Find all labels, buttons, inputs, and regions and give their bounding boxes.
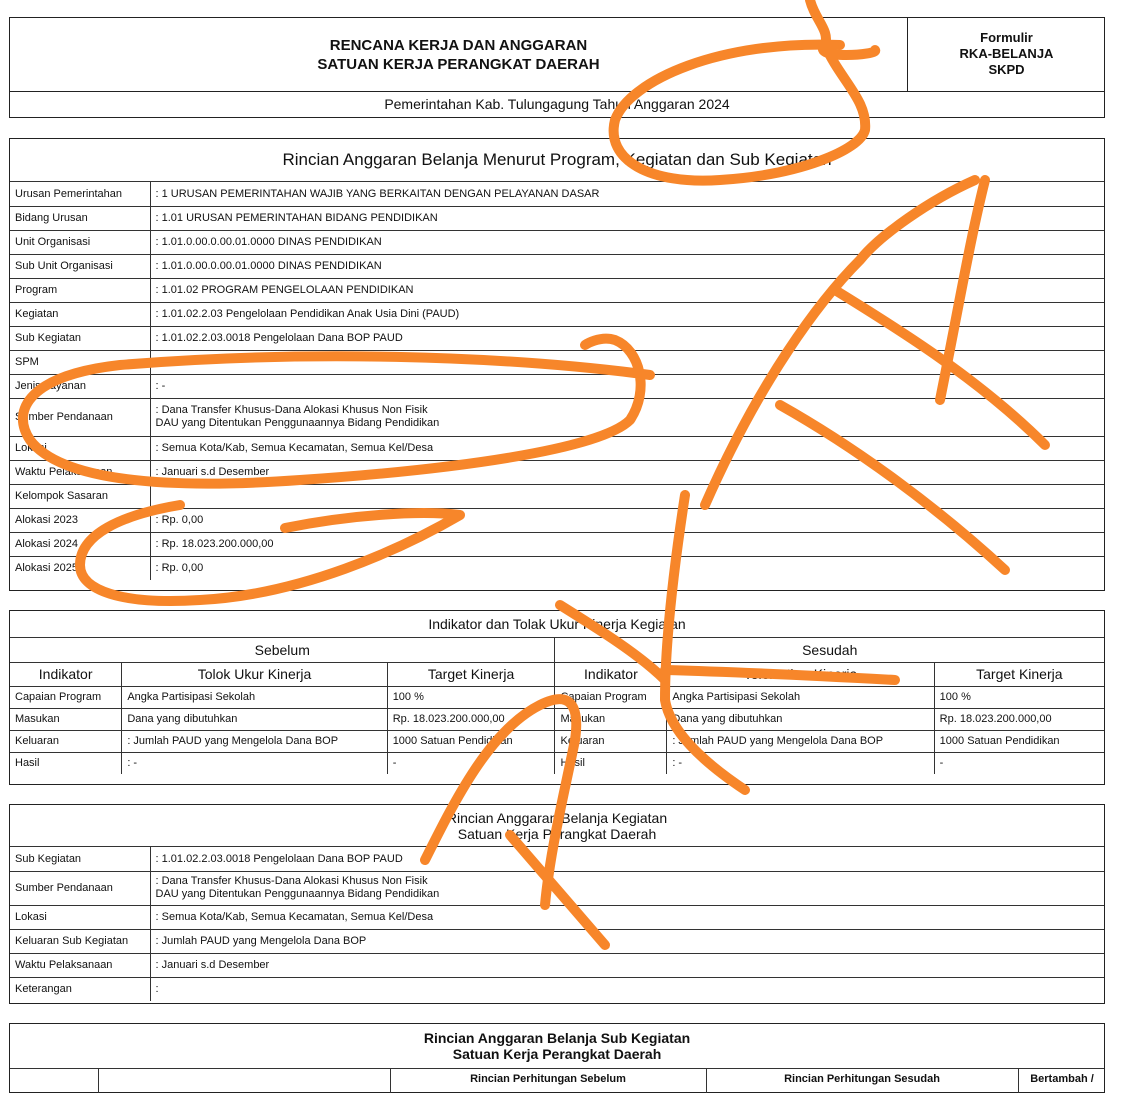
- program-info-value: [150, 350, 1104, 374]
- program-info-value-text: : 1.01.02 PROGRAM PENGELOLAAN PENDIDIKAN: [155, 284, 414, 296]
- program-info-value-text: : 1.01.0.00.0.00.01.0000 DINAS PENDIDIKAN: [155, 260, 382, 272]
- program-info-value: [150, 436, 1104, 460]
- program-info-value-text: : Rp. 18.023.200.000,00: [155, 538, 274, 550]
- program-info-value: [150, 326, 1104, 350]
- program-info-value-text: : Rp. 0,00: [155, 514, 204, 526]
- section-kegiatan: [9, 804, 1105, 1004]
- kegiatan-title-line1: Rincian Anggaran Belanja Kegiatan: [446, 810, 668, 826]
- col-after-header: Rincian Perhitungan Sesudah: [784, 1073, 940, 1085]
- program-info-value-text: : Semua Kota/Kab, Semua Kecamatan, Semua Kel/Desa: [155, 442, 434, 454]
- indikator-cell: : -: [667, 752, 934, 774]
- kegiatan-info-label: Keluaran Sub Kegiatan: [10, 929, 150, 953]
- program-info-row: [10, 206, 1104, 230]
- indikator-cell: Capaian Program: [10, 686, 122, 708]
- kegiatan-title-line2: Satuan Kerja Perangkat Daerah: [457, 826, 657, 842]
- program-info-row: [10, 182, 1104, 206]
- kegiatan-info-value-text: : Dana Transfer Khusus-Dana Alokasi Khusus Non Fisik: [155, 875, 428, 887]
- program-info-label: Bidang Urusan: [10, 206, 150, 230]
- indikator-cell: Masukan: [555, 708, 667, 730]
- kegiatan-info-row: [10, 953, 1104, 977]
- program-info-value-text: : 1.01.02.2.03.0018 Pengelolaan Dana BOP PAUD: [155, 332, 403, 344]
- indikator-row: [10, 686, 1104, 708]
- program-info-row: [10, 460, 1104, 484]
- program-info-row: [10, 508, 1104, 532]
- program-info-value-text: : 1.01.0.00.0.00.01.0000 DINAS PENDIDIKAN: [155, 236, 382, 248]
- indikator-cell: 1000 Satuan Pendidikan: [934, 730, 1104, 752]
- indikator-cell: : -: [122, 752, 387, 774]
- subkegiatan-title-line2: Satuan Kerja Perangkat Daerah: [452, 1046, 662, 1062]
- indikator-cell: Dana yang dibutuhkan: [122, 708, 387, 730]
- program-info-row: [10, 326, 1104, 350]
- indikator-col-header: Tolok Ukur Kinerja: [667, 662, 934, 686]
- program-info-value: [150, 206, 1104, 230]
- header-title-line1: RENCANA KERJA DAN ANGGARAN: [329, 37, 588, 54]
- indikator-cell: : Jumlah PAUD yang Mengelola Dana BOP: [667, 730, 934, 752]
- indikator-col-header: Target Kinerja: [934, 662, 1104, 686]
- kegiatan-info-value: [150, 847, 1104, 871]
- program-info-row: [10, 532, 1104, 556]
- program-info-value: [150, 254, 1104, 278]
- kegiatan-info-value-text: : Semua Kota/Kab, Semua Kecamatan, Semua Kel/Desa: [155, 911, 434, 923]
- indikator-col-header: Target Kinerja: [387, 662, 555, 686]
- section-program-title: Rincian Anggaran Belanja Menurut Program, Kegiatan dan Sub Kegiatan: [10, 139, 1104, 182]
- kegiatan-info-table: [10, 847, 1104, 1001]
- program-info-value: [150, 460, 1104, 484]
- indikator-cell: Hasil: [555, 752, 667, 774]
- section-subkegiatan: [9, 1023, 1105, 1093]
- indikator-cell: Rp. 18.023.200.000,00: [934, 708, 1104, 730]
- kegiatan-info-value-text-2: DAU yang Ditentukan Penggunaannya Bidang Pendidikan: [155, 888, 440, 900]
- program-info-table: [10, 182, 1104, 580]
- kegiatan-title: [10, 805, 1104, 847]
- indikator-cell: Keluaran: [10, 730, 122, 752]
- col-before-header: Rincian Perhitungan Sebelum: [470, 1073, 626, 1085]
- program-info-label: Program: [10, 278, 150, 302]
- kegiatan-info-value-text: : Januari s.d Desember: [155, 959, 270, 971]
- kegiatan-info-value: [150, 953, 1104, 977]
- before-header: Sebelum: [10, 638, 555, 662]
- kegiatan-info-value: [150, 929, 1104, 953]
- indikator-cell: 100 %: [387, 686, 555, 708]
- section-program: [9, 138, 1105, 591]
- program-info-row: [10, 350, 1104, 374]
- program-info-value-text: : Rp. 0,00: [155, 562, 204, 575]
- program-info-value: [150, 398, 1104, 436]
- program-info-label: Sumber Pendanaan: [10, 398, 150, 436]
- kegiatan-info-label: Keterangan: [10, 977, 150, 1001]
- kegiatan-info-row: [10, 905, 1104, 929]
- kegiatan-info-label: Sub Kegiatan: [10, 847, 150, 871]
- indikator-cell: 100 %: [934, 686, 1104, 708]
- section-indikator: [9, 610, 1105, 785]
- indikator-col-header: Indikator: [10, 662, 122, 686]
- subtitle: Pemerintahan Kab. Tulungagung Tahun Anggaran 2024: [384, 96, 730, 112]
- kegiatan-info-row: [10, 929, 1104, 953]
- kegiatan-info-row: [10, 847, 1104, 871]
- program-info-label: Sub Kegiatan: [10, 326, 150, 350]
- program-info-label: Waktu Pelaksanaan: [10, 460, 150, 484]
- program-info-value: [150, 278, 1104, 302]
- after-header: Sesudah: [555, 638, 1104, 662]
- program-info-value-text-2: DAU yang Ditentukan Penggunaannya Bidang Pendidikan: [155, 417, 440, 429]
- program-info-row: [10, 484, 1104, 508]
- program-info-label: Kegiatan: [10, 302, 150, 326]
- kegiatan-info-value-text: : 1.01.02.2.03.0018 Pengelolaan Dana BOP PAUD: [155, 852, 403, 865]
- subtitle-box: [9, 91, 1105, 118]
- indikator-row: [10, 752, 1104, 774]
- indikator-cell: Angka Partisipasi Sekolah: [122, 686, 387, 708]
- program-info-value: [150, 484, 1104, 508]
- program-info-label: Kelompok Sasaran: [10, 484, 150, 508]
- indikator-cell: Hasil: [10, 752, 122, 774]
- indikator-cell: Masukan: [10, 708, 122, 730]
- indikator-col-header: Tolok Ukur Kinerja: [122, 662, 387, 686]
- kegiatan-info-label: Sumber Pendanaan: [10, 871, 150, 905]
- program-info-value: [150, 230, 1104, 254]
- col-divider: [98, 1069, 99, 1093]
- kegiatan-info-value-text: : Jumlah PAUD yang Mengelola Dana BOP: [155, 935, 367, 947]
- subkegiatan-title-line1: Rincian Anggaran Belanja Sub Kegiatan: [423, 1030, 691, 1046]
- indikator-cell: 1000 Satuan Pendidikan: [387, 730, 555, 752]
- program-info-value: [150, 556, 1104, 580]
- indikator-cell: Angka Partisipasi Sekolah: [667, 686, 934, 708]
- program-info-value: [150, 182, 1104, 206]
- program-info-label: Alokasi 2023: [10, 508, 150, 532]
- kegiatan-info-label: Waktu Pelaksanaan: [10, 953, 150, 977]
- indikator-col-header: Indikator: [555, 662, 667, 686]
- indikator-cell: : Jumlah PAUD yang Mengelola Dana BOP: [122, 730, 387, 752]
- header-title-line2: SATUAN KERJA PERANGKAT DAERAH: [317, 56, 600, 73]
- indikator-cell: -: [387, 752, 555, 774]
- form-label: Formulir: [980, 30, 1033, 45]
- program-info-value-text: : 1.01 URUSAN PEMERINTAHAN BIDANG PENDIDIKAN: [155, 212, 438, 224]
- header-box: [9, 17, 1105, 92]
- indikator-cell: -: [934, 752, 1104, 774]
- subkegiatan-col-headers: [10, 1069, 1104, 1093]
- program-info-label: Jenis Layanan: [10, 374, 150, 398]
- indikator-cell: Capaian Program: [555, 686, 667, 708]
- program-info-value-text: : -: [155, 380, 166, 392]
- program-info-row: [10, 398, 1104, 436]
- form-unit: SKPD: [988, 62, 1025, 77]
- program-info-row: [10, 556, 1104, 580]
- indikator-cell: Keluaran: [555, 730, 667, 752]
- program-info-value-text: : Januari s.d Desember: [155, 466, 270, 478]
- program-info-value: [150, 302, 1104, 326]
- program-info-value-text: : 1 URUSAN PEMERINTAHAN WAJIB YANG BERKAITAN DENGAN PELAYANAN DASAR: [155, 187, 600, 200]
- indikator-cell: Rp. 18.023.200.000,00: [387, 708, 555, 730]
- kegiatan-info-label: Lokasi: [10, 905, 150, 929]
- program-info-label: Urusan Pemerintahan: [10, 182, 150, 206]
- program-info-row: [10, 230, 1104, 254]
- program-info-value: [150, 532, 1104, 556]
- program-info-label: SPM: [10, 350, 150, 374]
- kegiatan-info-row: [10, 977, 1104, 1001]
- kegiatan-info-row: [10, 871, 1104, 905]
- program-info-label: Lokasi: [10, 436, 150, 460]
- kegiatan-info-value: [150, 977, 1104, 1001]
- indikator-table: [10, 638, 1104, 774]
- form-code-cell: [907, 18, 1105, 92]
- program-info-value: [150, 374, 1104, 398]
- kegiatan-info-value-text: :: [155, 983, 159, 996]
- kegiatan-info-value: [150, 871, 1104, 905]
- indikator-row: [10, 730, 1104, 752]
- program-info-label: Alokasi 2025: [10, 556, 150, 580]
- program-info-row: [10, 436, 1104, 460]
- indikator-title: Indikator dan Tolak Ukur Kinerja Kegiatan: [10, 611, 1104, 638]
- program-info-value-text: : 1.01.02.2.03 Pengelolaan Pendidikan Anak Usia Dini (PAUD): [155, 308, 460, 320]
- program-info-row: [10, 374, 1104, 398]
- subkegiatan-title: [10, 1024, 1104, 1069]
- program-info-row: [10, 278, 1104, 302]
- program-info-value-text: : Dana Transfer Khusus-Dana Alokasi Khusus Non Fisik: [155, 404, 428, 416]
- indikator-cell: Dana yang dibutuhkan: [667, 708, 934, 730]
- program-info-label: Unit Organisasi: [10, 230, 150, 254]
- header-title: [10, 36, 907, 74]
- program-info-label: Sub Unit Organisasi: [10, 254, 150, 278]
- col-diff-header: Bertambah /: [1030, 1073, 1094, 1085]
- indikator-row: [10, 708, 1104, 730]
- program-info-row: [10, 302, 1104, 326]
- form-code: RKA-BELANJA: [959, 46, 1054, 61]
- program-info-value: [150, 508, 1104, 532]
- program-info-row: [10, 254, 1104, 278]
- kegiatan-info-value: [150, 905, 1104, 929]
- program-info-label: Alokasi 2024: [10, 532, 150, 556]
